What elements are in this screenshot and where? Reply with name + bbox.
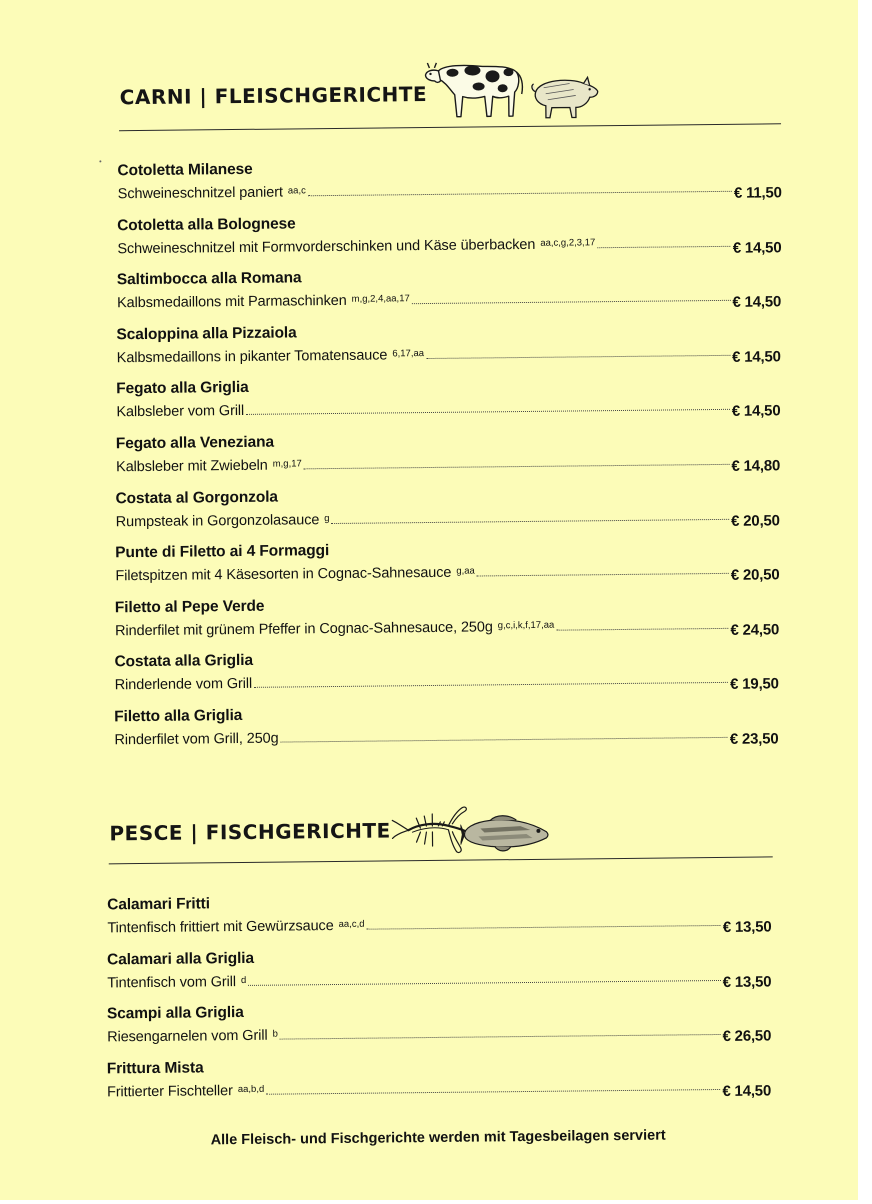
dish-description: Rinderfilet mit grünem Pfeffer in Cognac-Sahnesauce, 250g [115, 618, 493, 640]
dot-leader [332, 518, 729, 523]
menu-item [107, 888, 771, 937]
menu-item [115, 482, 779, 531]
menu-item [115, 537, 779, 586]
dot-leader [280, 1034, 721, 1040]
dish-price: € 14,50 [732, 293, 781, 312]
dot-leader [308, 191, 732, 196]
allergen-codes: m,g,17 [273, 455, 302, 474]
allergen-codes: aa,c,d [339, 916, 365, 935]
dish-name: Costata al Gorgonzola [115, 482, 779, 509]
dish-price: € 20,50 [731, 567, 780, 586]
allergen-codes: aa,c [288, 182, 306, 201]
menu-item [117, 154, 781, 203]
allergen-codes: b [272, 1026, 277, 1045]
dish-price: € 13,50 [723, 918, 772, 937]
dish-name: Fegato alla Griglia [116, 373, 780, 400]
menu-item [116, 318, 780, 367]
dot-leader [254, 682, 728, 688]
dish-description: Tintenfisch frittiert mit Gewürzsauce [107, 917, 333, 937]
dish-name: Filetto alla Griglia [114, 700, 778, 727]
dish-description: Schweineschnitzel paniert [118, 184, 283, 204]
meat-section-title: CARNI | FLEISCHGERICHTE [120, 82, 428, 109]
dish-name: Scaloppina alla Pizzaiola [116, 318, 780, 345]
dish-price: € 23,50 [730, 730, 779, 749]
dish-description: Filetspitzen mit 4 Käsesorten in Cognac-Sahnesauce [115, 564, 451, 586]
fish-icon [460, 814, 552, 855]
dish-name: Frittura Mista [107, 1052, 771, 1079]
dot-leader [426, 355, 730, 359]
menu-item [107, 943, 771, 992]
dish-price: € 14,50 [722, 1082, 771, 1101]
dish-name: Calamari alla Griglia [107, 943, 771, 970]
dish-name: Filetto al Pepe Verde [115, 591, 779, 618]
allergen-codes: g,c,i,k,f,17,aa [498, 616, 555, 636]
fish-section-divider [109, 856, 773, 864]
dish-name: Scampi alla Griglia [107, 997, 771, 1024]
meat-item-list [0, 0, 852, 5]
fish-item-list [0, 0, 852, 5]
menu-item [114, 646, 778, 695]
allergen-codes: d [241, 971, 246, 990]
dot-leader [597, 245, 730, 247]
dish-description: Rinderlende vom Grill [115, 675, 253, 694]
menu-item [107, 1052, 771, 1101]
dish-name: Cotoletta alla Bolognese [117, 209, 781, 236]
fish-section-title: PESCE | FISCHGERICHTE [109, 818, 391, 845]
dot-leader [477, 573, 729, 577]
menu-item [114, 700, 778, 749]
dish-description: Rumpsteak in Gorgonzolasauce [116, 511, 320, 531]
allergen-codes: g,aa [456, 563, 475, 582]
dish-name: Punte di Filetto ai 4 Formaggi [115, 537, 779, 564]
dot-leader [304, 464, 730, 469]
dot-leader [412, 300, 731, 304]
dish-name: Calamari Fritti [107, 888, 771, 915]
menu-item [115, 591, 779, 640]
dot-leader [556, 628, 728, 631]
dish-name: Fegato alla Veneziana [116, 427, 780, 454]
dish-description: Kalbsmedaillons mit Parmaschinken [117, 292, 347, 312]
menu-item [116, 373, 780, 422]
dish-name: Saltimbocca alla Romana [117, 263, 781, 290]
allergen-codes: m,g,2,4,aa,17 [352, 290, 410, 310]
dot-leader [246, 409, 730, 415]
allergen-codes: aa,b,d [238, 1080, 265, 1099]
cow-icon [424, 54, 525, 123]
dot-leader [367, 925, 721, 930]
pig-icon [529, 73, 599, 120]
allergen-codes: aa,c,g,2,3,17 [540, 234, 595, 254]
dish-description: Frittierter Fischteller [107, 1082, 233, 1101]
menu-item [117, 209, 781, 258]
dish-price: € 14,80 [731, 457, 780, 476]
print-speck [99, 160, 101, 162]
dot-leader [266, 1088, 720, 1094]
meat-section-divider [119, 123, 781, 131]
dish-description: Tintenfisch vom Grill [107, 973, 236, 992]
dot-leader [281, 737, 728, 743]
dish-description: Rinderfilet vom Grill, 250g [114, 730, 278, 750]
dish-price: € 26,50 [722, 1027, 771, 1046]
footer-note: Alle Fleisch- und Fischgerichte werden mit Tagesbeilagen serviert [211, 1128, 666, 1149]
dish-price: € 14,50 [732, 348, 781, 367]
dish-price: € 13,50 [723, 973, 772, 992]
dish-description: Schweineschnitzel mit Formvorderschinken und Käse überbacken [117, 235, 535, 257]
menu-item [117, 263, 781, 312]
dish-name: Costata alla Griglia [114, 646, 778, 673]
dish-price: € 24,50 [730, 621, 779, 640]
menu-item [116, 427, 780, 476]
menu-item [107, 997, 771, 1046]
dish-description: Riesengarnelen vom Grill [107, 1027, 268, 1047]
dot-leader [248, 979, 720, 985]
dish-description: Kalbsleber mit Zwiebeln [116, 457, 268, 477]
allergen-codes: 6,17,aa [392, 345, 424, 364]
lobster-icon [390, 800, 471, 857]
dish-price: € 14,50 [732, 403, 781, 422]
dish-name: Cotoletta Milanese [117, 154, 781, 181]
dish-description: Kalbsmedaillons in pikanter Tomatensauce [117, 346, 388, 367]
dish-price: € 14,50 [733, 239, 782, 258]
dish-price: € 11,50 [734, 184, 782, 202]
allergen-codes: g [324, 510, 329, 529]
dish-price: € 20,50 [731, 512, 780, 531]
dish-description: Kalbsleber vom Grill [116, 402, 244, 421]
dish-price: € 19,50 [730, 676, 779, 695]
